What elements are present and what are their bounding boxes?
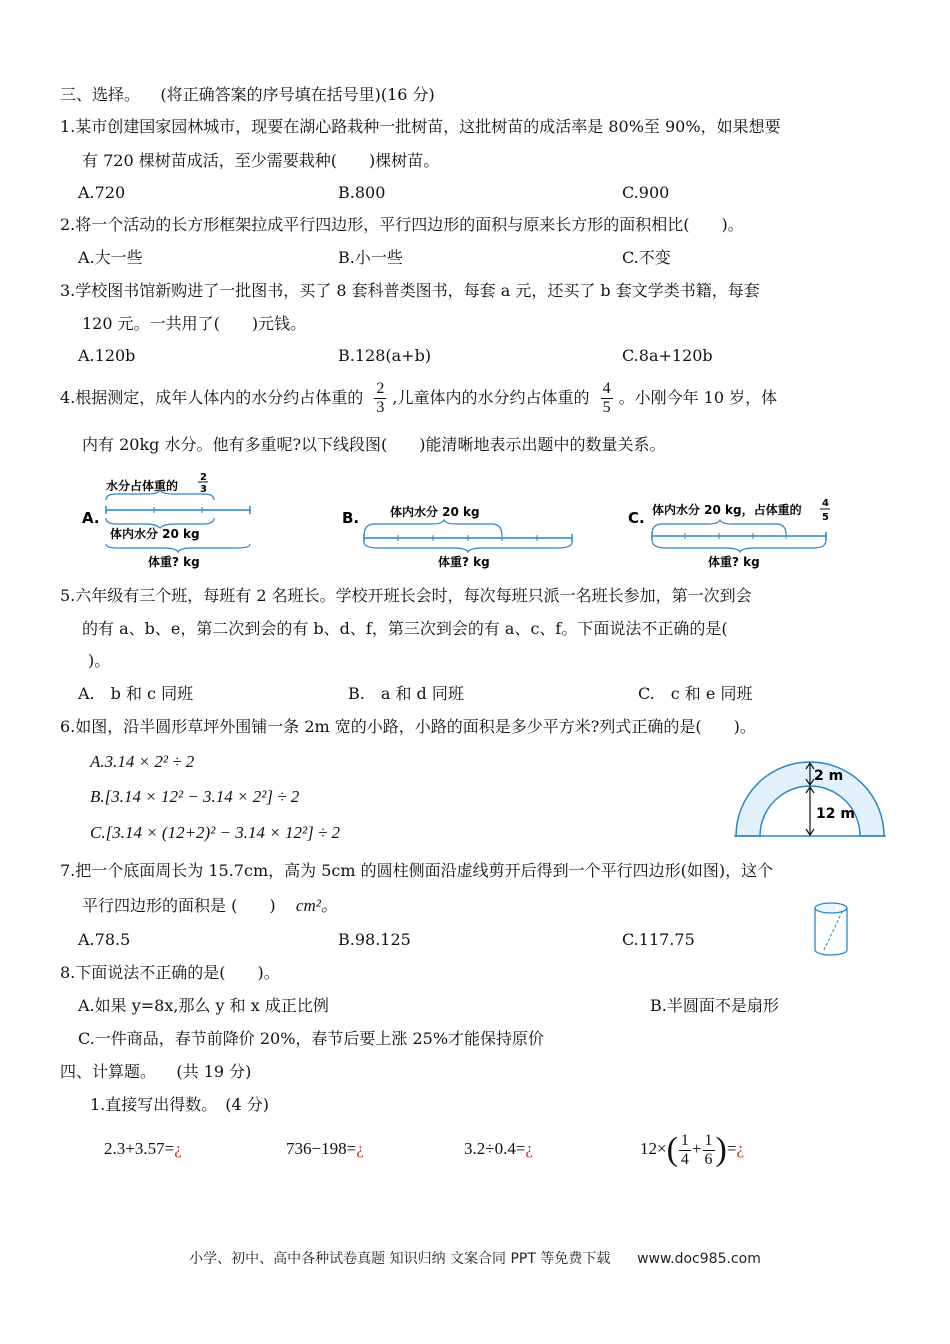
q4-suffix: 。小刚今年 10 岁，体: [618, 388, 778, 407]
section4-title: 四、计算题。: [60, 1062, 157, 1081]
q5-option-a: A. b 和 c 同班: [78, 684, 194, 703]
diagram-b-label: B.: [342, 509, 360, 527]
calc-frac-quarter: $\frac{1}{4}$: [680, 1131, 689, 1168]
section4-title-line: [60, 1061, 251, 1083]
q7-line1: 7.把一个底面周长为 15.7cm，高为 5cm 的圆柱侧面沿虚线剪开后得到一个平行四边形(如图)，这个: [60, 861, 774, 880]
section3-title-line: [60, 84, 435, 106]
section4-sub1: 1.直接写出得数。 (4 分): [90, 1095, 270, 1114]
q7-option-c: C.117.75: [622, 930, 695, 949]
q6-line1: 6.如图，沿半圆形草坪外围铺一条 2m 宽的小路，小路的面积是多少平方米?列式正确的是( )。: [60, 717, 756, 736]
answer-placeholder: ¿: [174, 1139, 182, 1158]
q4-diagram-c: [628, 498, 830, 569]
calc-expr-4: 12×( $\frac{1}{4}$ + $\frac{1}{6}$ )=¿: [640, 1131, 744, 1169]
answer-placeholder: ¿: [356, 1139, 364, 1158]
q4-middle: ,儿童体内的水分约占体重的: [392, 388, 590, 407]
q2-option-c: C.不变: [622, 248, 671, 267]
diagram-c-frac-d: 5: [822, 512, 829, 523]
q1-option-a: A.720: [78, 183, 126, 202]
q5-option-b: B. a 和 d 同班: [348, 684, 464, 703]
diagram-c-bottom-text: 体重? kg: [708, 555, 760, 569]
q4-diagram-a: [82, 472, 250, 569]
q5-option-c: C. c 和 e 同班: [638, 684, 753, 703]
section4-note: (共 19 分): [176, 1062, 252, 1081]
q6-option-a: A.3.14 × 2² ÷ 2: [90, 752, 195, 771]
calc-expr-3: 3.2÷0.4=¿: [464, 1139, 533, 1158]
diagram-c-label: C.: [628, 509, 645, 527]
q8-option-a: A.如果 y=8x,那么 y 和 x 成正比例: [78, 996, 329, 1015]
section3-note: (将正确答案的序号填在括号里)(16 分): [160, 85, 435, 104]
q4-fraction-child: $\frac{4}{5}$: [602, 380, 611, 416]
q7-option-b: B.98.125: [338, 930, 411, 949]
q4-prefix: 4.根据测定，成年人体内的水分约占体重的: [60, 388, 364, 407]
q2-line1: 2.将一个活动的长方形框架拉成平行四边形，平行四边形的面积与原来长方形的面积相比( )。: [60, 215, 744, 234]
diagram-c-top-text: 体内水分 20 kg，占体重的: [652, 503, 802, 517]
q3-line1: 3.学校图书馆新购进了一批图书，买了 8 套科普类图书，每套 a 元，还买了 b 套文学类书籍，每套: [60, 281, 760, 300]
q7-option-a: A.78.5: [78, 930, 131, 949]
diagram-a-frac-n: 2: [200, 472, 207, 483]
q1-line2: 有 720 棵树苗成活，至少需要栽种( )棵树苗。: [82, 151, 440, 170]
diagram-a-label: A.: [82, 509, 100, 527]
q8-option-c: C.一件商品，春节前降价 20%，春节后要上涨 25%才能保持原价: [78, 1029, 545, 1048]
diagram-b-bottom-text: 体重? kg: [438, 555, 490, 569]
q5-line3: )。: [88, 651, 111, 670]
q3-option-c: C.8a+120b: [622, 346, 713, 365]
diagram-a-top-text: 水分占体重的: [106, 479, 179, 493]
q7-cylinder-figure: [810, 900, 856, 958]
footer-text: 小学、初中、高中各种试卷真题 知识归纳 文案合同 PPT 等免费下载: [189, 1251, 611, 1267]
q3-option-a: A.120b: [78, 346, 136, 365]
q6-outer-label: 2 m: [814, 768, 844, 784]
q6-inner-label: 12 m: [816, 806, 855, 822]
q6-option-c: C.[3.14 × (12+2)² − 3.14 × 12²] ÷ 2: [90, 823, 341, 842]
diagram-a-mid-text: 体内水分 20 kg: [110, 527, 200, 541]
q2-option-a: A.大一些: [78, 248, 143, 267]
diagram-a-frac-d: 3: [200, 484, 207, 495]
q4-fraction-adult: $\frac{2}{3}$: [376, 380, 385, 416]
q1-option-c: C.900: [622, 183, 670, 202]
footer-site-link[interactable]: www.doc985.com: [637, 1251, 761, 1267]
diagram-b-top-text: 体内水分 20 kg: [390, 505, 480, 519]
q3-option-b: B.128(a+b): [338, 346, 432, 365]
q7-line2: [82, 895, 338, 917]
q8-option-b: B.半圆面不是扇形: [650, 996, 779, 1015]
diagram-c-frac-n: 4: [822, 498, 829, 509]
answer-placeholder: ¿: [736, 1139, 744, 1158]
calc-frac-sixth: $\frac{1}{6}$: [704, 1131, 713, 1168]
calc-expr-2: 736−198=¿: [286, 1139, 364, 1158]
q4-line2: 内有 20kg 水分。他有多重呢?以下线段图( )能清晰地表示出题中的数量关系。: [82, 435, 666, 454]
answer-placeholder: ¿: [525, 1139, 533, 1158]
q1-line1: 1.某市创建国家园林城市，现要在湖心路栽种一批树苗，这批树苗的成活率是 80%至 90%，如果想要: [60, 117, 781, 136]
q4-diagram-b: [342, 504, 572, 569]
q6-option-b: B.[3.14 × 12² − 3.14 × 2²] ÷ 2: [90, 787, 300, 806]
q5-line1: 5.六年级有三个班，每班有 2 名班长。学校开班长会时，每次每班只派一名班长参加，第一次到会: [60, 586, 752, 605]
q1-option-b: B.800: [338, 183, 386, 202]
q4-line1: [60, 378, 777, 418]
diagram-a-bottom-text: 体重? kg: [148, 555, 200, 569]
calc-expr-1: 2.3+3.57=¿: [104, 1139, 182, 1158]
q3-line2: 120 元。一共用了( )元钱。: [82, 314, 307, 333]
q7-line2-text: 平行四边形的面积是 ( ): [82, 896, 276, 915]
q5-line2: 的有 a、b、e，第二次到会的有 b、d、f，第三次到会的有 a、c、f。下面说法不正确的是(: [82, 619, 728, 638]
q6-semicircle-figure: [730, 750, 890, 842]
q2-option-b: B.小一些: [338, 248, 403, 267]
q7-unit: cm²。: [295, 896, 338, 915]
page-footer: [0, 1248, 950, 1268]
section3-title: 三、选择。: [60, 85, 141, 104]
q8-line1: 8.下面说法不正确的是( )。: [60, 963, 280, 982]
q4-diagrams: [78, 466, 908, 576]
